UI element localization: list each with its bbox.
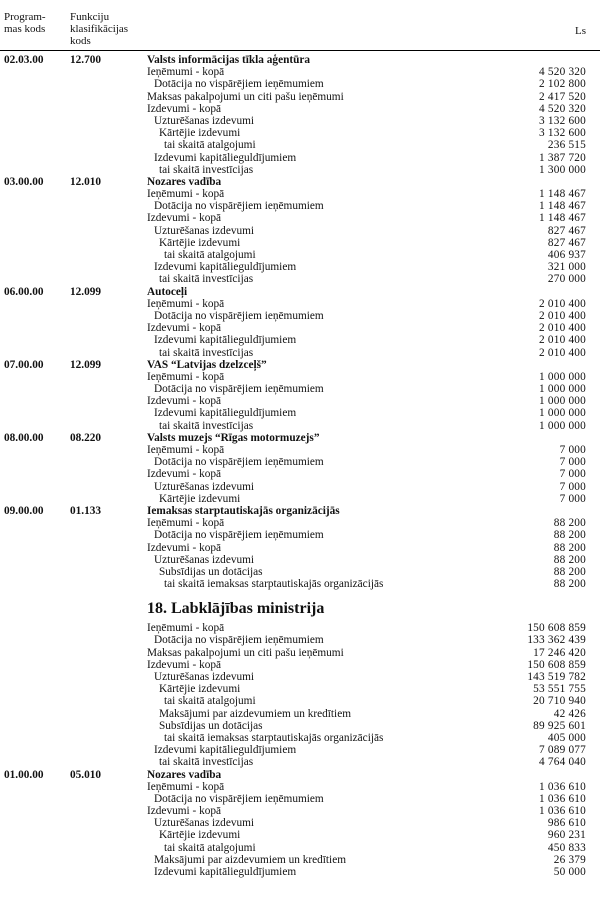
budget-row: [0, 732, 600, 744]
row-value: 4 764 040: [539, 756, 586, 769]
row-label: Izdevumi - kopā: [147, 395, 222, 408]
row-label: tai skaitā investīcijas: [159, 419, 254, 432]
program-code: 08.00.00: [4, 431, 44, 444]
row-value: 42 426: [553, 707, 586, 720]
row-value: 1 148 467: [539, 212, 586, 225]
program-title: Iemaksas starptautiskajās organizācijās: [147, 504, 340, 517]
row-value: 88 200: [553, 541, 586, 554]
budget-row: [0, 395, 600, 407]
row-label: Maksas pakalpojumi un citi pašu ieņēmumi: [147, 90, 344, 103]
program-title-row: [0, 432, 600, 444]
row-label: Izdevumi kapitālieguldījumiem: [154, 866, 297, 878]
row-label: Kārtējie izdevumi: [159, 127, 241, 140]
budget-row: [0, 842, 600, 854]
budget-row: [0, 647, 600, 659]
row-value: 2 010 400: [539, 322, 586, 335]
program-title: VAS “Latvijas dzelzceļš”: [147, 358, 267, 371]
budget-row: [0, 683, 600, 695]
row-value: 405 000: [547, 731, 586, 744]
row-value: 2 010 400: [539, 334, 586, 347]
budget-row: [0, 708, 600, 720]
row-label: Dotācija no vispārējiem ieņēmumiem: [154, 456, 324, 469]
budget-row: [0, 622, 600, 634]
budget-row: [0, 188, 600, 200]
program-title-row: [0, 286, 600, 298]
row-label: Ieņēmumi - kopā: [147, 297, 225, 310]
row-label: Subsīdijas un dotācijas: [159, 719, 263, 732]
row-label: Izdevumi kapitālieguldījumiem: [154, 407, 297, 420]
row-value: 2 417 520: [539, 90, 586, 103]
welfare-ministry-programs: [0, 769, 600, 879]
row-value: 1 036 610: [539, 805, 586, 818]
program-section: [0, 286, 600, 359]
budget-row: [0, 103, 600, 115]
budget-row: [0, 542, 600, 554]
budget-row: [0, 383, 600, 395]
budget-row: [0, 249, 600, 261]
row-label: Dotācija no vispārējiem ieņēmumiem: [154, 383, 324, 396]
row-value: 150 608 859: [527, 658, 586, 671]
row-value: 7 000: [559, 468, 586, 481]
row-label: tai skaitā iemaksas starptautiskajās organizācijās: [164, 578, 384, 591]
row-value: 26 379: [553, 853, 586, 866]
budget-row: [0, 200, 600, 212]
row-label: Izdevumi - kopā: [147, 805, 222, 818]
function-code: 05.010: [70, 768, 102, 781]
row-label: tai skaitā atalgojumi: [164, 841, 256, 854]
row-value: 4 520 320: [539, 66, 586, 79]
row-value: 143 519 782: [527, 671, 586, 683]
row-value: 1 387 720: [539, 151, 586, 164]
budget-row: [0, 529, 600, 541]
budget-row: [0, 756, 600, 768]
row-label: Izdevumi kapitālieguldījumiem: [154, 151, 297, 164]
program-code: 06.00.00: [4, 285, 44, 298]
row-label: tai skaitā iemaksas starptautiskajās organizācijās: [164, 731, 384, 744]
row-label: Ieņēmumi - kopā: [147, 370, 225, 383]
function-code: 12.700: [70, 54, 102, 66]
row-label: Uzturēšanas izdevumi: [154, 817, 255, 830]
budget-row: [0, 817, 600, 829]
row-label: tai skaitā atalgojumi: [164, 695, 256, 708]
row-value: 1 000 000: [539, 383, 586, 396]
budget-row: [0, 152, 600, 164]
budget-row: [0, 322, 600, 334]
row-value: 270 000: [547, 273, 586, 286]
budget-row: [0, 695, 600, 707]
budget-row: [0, 237, 600, 249]
row-label: Uzturēšanas izdevumi: [154, 480, 255, 493]
budget-row: [0, 493, 600, 505]
row-value: 7 000: [559, 492, 586, 505]
row-value: 88 200: [553, 517, 586, 530]
row-label: tai skaitā investīcijas: [159, 273, 254, 286]
row-value: 236 515: [547, 139, 586, 152]
row-value: 1 300 000: [539, 163, 586, 176]
row-label: Maksas pakalpojumi un citi pašu ieņēmumi: [147, 646, 344, 659]
row-value: 986 610: [547, 817, 586, 830]
row-label: Uzturēšanas izdevumi: [154, 553, 255, 566]
row-value: 133 362 439: [527, 634, 586, 647]
budget-row: [0, 744, 600, 756]
function-code: 08.220: [70, 431, 102, 444]
budget-row: [0, 634, 600, 646]
program-section: [0, 432, 600, 505]
row-value: 1 148 467: [539, 188, 586, 201]
function-code: 12.099: [70, 358, 102, 371]
row-value: 4 520 320: [539, 102, 586, 115]
row-label: Maksājumi par aizdevumiem un kredītiem: [154, 853, 346, 866]
program-title-row: [0, 176, 600, 188]
row-value: 7 000: [559, 456, 586, 469]
row-value: 321 000: [547, 261, 586, 274]
budget-row: [0, 854, 600, 866]
row-label: tai skaitā investīcijas: [159, 163, 254, 176]
row-label: Izdevumi - kopā: [147, 468, 222, 481]
row-label: Izdevumi - kopā: [147, 322, 222, 335]
row-value: 1 000 000: [539, 395, 586, 408]
budget-row: [0, 481, 600, 493]
program-section: [0, 359, 600, 432]
row-label: Maksājumi par aizdevumiem un kredītiem: [159, 707, 351, 720]
row-label: Dotācija no vispārējiem ieņēmumiem: [154, 200, 324, 213]
budget-row: [0, 554, 600, 566]
program-title: Valsts informācijas tīkla aģentūra: [147, 54, 311, 66]
program-code: 03.00.00: [4, 175, 44, 188]
budget-row: [0, 298, 600, 310]
row-label: Ieņēmumi - kopā: [147, 66, 225, 79]
row-label: tai skaitā investīcijas: [159, 756, 254, 769]
row-value: 1 000 000: [539, 419, 586, 432]
budget-row: [0, 468, 600, 480]
budget-row: [0, 781, 600, 793]
row-value: 20 710 940: [533, 695, 586, 708]
row-value: 2 102 800: [539, 78, 586, 91]
program-code: 02.03.00: [4, 54, 44, 66]
program-title: Valsts muzejs “Rīgas motormuzejs”: [147, 431, 320, 444]
row-label: tai skaitā atalgojumi: [164, 139, 256, 152]
row-label: tai skaitā atalgojumi: [164, 249, 256, 261]
row-label: Dotācija no vispārējiem ieņēmumiem: [154, 529, 324, 542]
row-label: Ieņēmumi - kopā: [147, 188, 225, 201]
row-label: Dotācija no vispārējiem ieņēmumiem: [154, 78, 324, 91]
row-value: 450 833: [547, 841, 586, 854]
row-value: 406 937: [547, 249, 586, 261]
ministry-heading: [0, 596, 600, 622]
program-code: 07.00.00: [4, 358, 44, 371]
budget-row: [0, 805, 600, 817]
row-value: 88 200: [553, 529, 586, 542]
row-label: tai skaitā investīcijas: [159, 346, 254, 359]
row-value: 827 467: [547, 236, 586, 249]
budget-row: [0, 212, 600, 224]
program-section: [0, 505, 600, 590]
ministry-title: 18. Labklājības ministrija: [147, 600, 325, 618]
currency-unit-header: Ls: [575, 25, 586, 37]
row-value: 1 036 610: [539, 792, 586, 805]
row-value: 89 925 601: [533, 719, 586, 732]
budget-row: [0, 720, 600, 732]
row-value: 960 231: [547, 829, 586, 842]
budget-row: [0, 139, 600, 151]
row-value: 2 010 400: [539, 309, 586, 322]
program-code-header: Program- mas kods: [4, 11, 46, 35]
function-code: 12.010: [70, 175, 102, 188]
row-label: Uzturēšanas izdevumi: [154, 671, 255, 683]
budget-row: [0, 371, 600, 383]
budget-row: [0, 444, 600, 456]
row-value: 2 010 400: [539, 297, 586, 310]
ministry-summary-rows: [0, 622, 600, 768]
program-section: [0, 54, 600, 176]
budget-row: [0, 407, 600, 419]
budget-row: [0, 115, 600, 127]
row-label: Izdevumi - kopā: [147, 102, 222, 115]
program-section: [0, 769, 600, 879]
row-label: Uzturēšanas izdevumi: [154, 224, 255, 237]
budget-row: [0, 517, 600, 529]
program-title-row: [0, 769, 600, 781]
budget-row: [0, 671, 600, 683]
row-value: 1 000 000: [539, 407, 586, 420]
budget-row: [0, 866, 600, 878]
row-label: Izdevumi kapitālieguldījumiem: [154, 334, 297, 347]
row-value: 17 246 420: [533, 646, 586, 659]
transport-ministry-programs: [0, 54, 600, 590]
program-title: Nozares vadība: [147, 768, 222, 781]
budget-row: [0, 66, 600, 78]
row-label: Ieņēmumi - kopā: [147, 780, 225, 793]
row-label: Izdevumi kapitālieguldījumiem: [154, 261, 297, 274]
row-value: 7 089 077: [539, 744, 586, 757]
row-label: Izdevumi - kopā: [147, 541, 222, 554]
row-value: 53 551 755: [533, 683, 586, 696]
row-label: Ieņēmumi - kopā: [147, 444, 225, 456]
row-value: 150 608 859: [527, 622, 586, 635]
budget-row: [0, 456, 600, 468]
row-label: Izdevumi - kopā: [147, 658, 222, 671]
budget-row: [0, 793, 600, 805]
row-value: 1 036 610: [539, 780, 586, 793]
row-label: Dotācija no vispārējiem ieņēmumiem: [154, 634, 324, 647]
row-value: 1 000 000: [539, 370, 586, 383]
row-label: Kārtējie izdevumi: [159, 829, 241, 842]
function-code: 12.099: [70, 285, 102, 298]
budget-row: [0, 273, 600, 285]
row-value: 7 000: [559, 480, 586, 493]
row-value: 3 132 600: [539, 127, 586, 140]
budget-row: [0, 420, 600, 432]
row-value: 7 000: [559, 444, 586, 456]
program-title-row: [0, 359, 600, 371]
program-code: 09.00.00: [4, 504, 44, 517]
budget-row: [0, 659, 600, 671]
header-divider: [0, 50, 600, 51]
row-value: 88 200: [553, 578, 586, 591]
row-value: 50 000: [553, 866, 586, 878]
program-code: 01.00.00: [4, 768, 44, 781]
row-value: 88 200: [553, 565, 586, 578]
row-value: 1 148 467: [539, 200, 586, 213]
program-title: Autoceļi: [147, 285, 188, 298]
budget-row: [0, 829, 600, 841]
row-value: 2 010 400: [539, 346, 586, 359]
budget-row: [0, 334, 600, 346]
row-label: Kārtējie izdevumi: [159, 492, 241, 505]
row-label: Ieņēmumi - kopā: [147, 622, 225, 635]
row-label: Uzturēšanas izdevumi: [154, 114, 255, 127]
budget-row: [0, 164, 600, 176]
budget-row: [0, 566, 600, 578]
program-section: [0, 176, 600, 286]
function-code-header: Funkciju klasifikācijas kods: [70, 11, 129, 47]
row-label: Ieņēmumi - kopā: [147, 517, 225, 530]
function-code: 01.133: [70, 504, 102, 517]
budget-row: [0, 261, 600, 273]
row-label: Izdevumi - kopā: [147, 212, 222, 225]
row-label: Izdevumi kapitālieguldījumiem: [154, 744, 297, 757]
program-title-row: [0, 505, 600, 517]
budget-row: [0, 310, 600, 322]
row-value: 827 467: [547, 224, 586, 237]
table-header: [0, 0, 600, 50]
budget-row: [0, 127, 600, 139]
budget-row: [0, 347, 600, 359]
row-label: Kārtējie izdevumi: [159, 683, 241, 696]
row-label: Subsīdijas un dotācijas: [159, 565, 263, 578]
row-label: Dotācija no vispārējiem ieņēmumiem: [154, 309, 324, 322]
budget-row: [0, 91, 600, 103]
budget-row: [0, 78, 600, 90]
row-label: Kārtējie izdevumi: [159, 236, 241, 249]
budget-row: [0, 578, 600, 590]
row-value: 88 200: [553, 553, 586, 566]
budget-table-body: [0, 54, 600, 922]
row-value: 3 132 600: [539, 114, 586, 127]
row-label: Dotācija no vispārējiem ieņēmumiem: [154, 792, 324, 805]
budget-row: [0, 225, 600, 237]
program-title: Nozares vadība: [147, 175, 222, 188]
program-title-row: [0, 54, 600, 66]
